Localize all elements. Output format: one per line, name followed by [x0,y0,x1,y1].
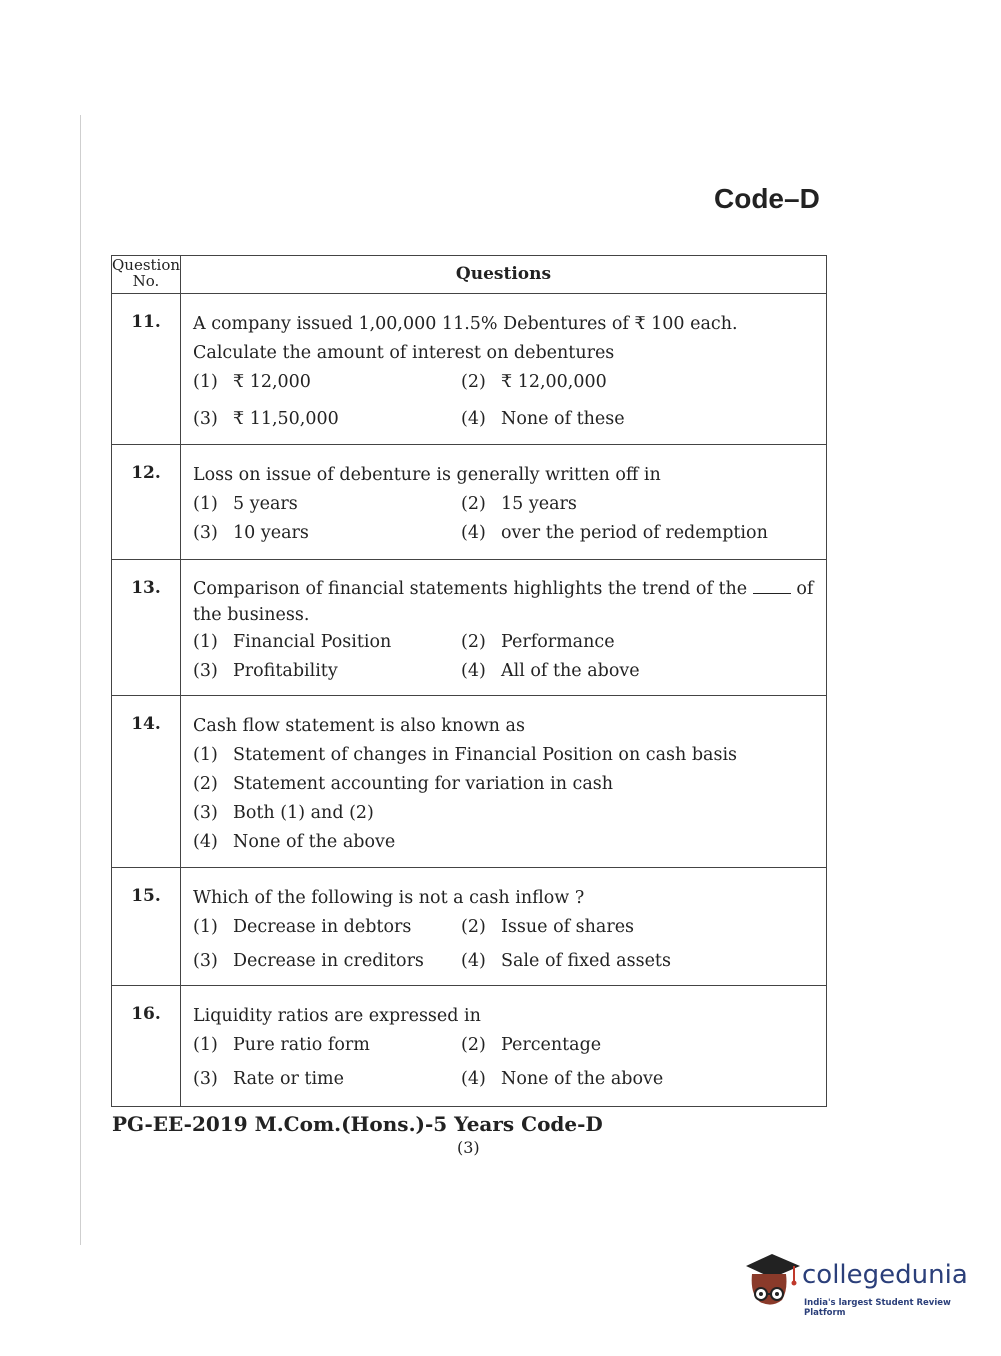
question-text: Liquidity ratios are expressed in [193,1006,481,1026]
option [193,519,461,548]
question-text-part-b: of the business. [193,579,814,625]
question-body [181,868,827,986]
option-number: (3) [193,523,218,543]
scan-margin-line [80,115,81,1245]
option-number: (2) [461,1035,486,1055]
page-number: (3) [457,1138,480,1157]
option-text: Pure ratio form [233,1035,370,1055]
option-number: (1) [193,1035,218,1055]
options [193,490,822,548]
question-row [112,445,827,560]
question-text-part-a: Comparison of financial statements highlights the trend of the [193,579,748,599]
question-body [181,986,827,1107]
option-number: (4) [461,523,486,543]
option [193,799,822,828]
option [461,628,822,657]
collegedunia-logo [742,1250,972,1320]
option-number: (3) [193,951,218,971]
option [193,490,461,519]
option-text: None of these [501,409,625,429]
option-number: (4) [193,832,218,852]
header-questions: Questions [181,256,827,294]
question-text: Loss on issue of debenture is generally written off in [193,465,661,485]
option-number: (3) [193,409,218,429]
question-row [112,868,827,986]
option [193,368,461,397]
option [461,519,822,548]
question-row [112,560,827,696]
option [193,741,822,770]
option-text: None of the above [233,832,396,852]
mascot-icon [742,1250,802,1312]
option-text: Profitability [233,661,338,681]
question-body [181,696,827,868]
option [461,1031,822,1060]
question-text: A company issued 1,00,000 11.5% Debentures of ₹ 100 each. Calculate the amount of interest on debentures [193,314,738,363]
question-number: 13. [112,560,181,696]
question-text: Cash flow statement is also known as [193,716,525,736]
code-label: Code–D [714,183,820,214]
option-number: (2) [193,774,218,794]
question-number: 15. [112,868,181,986]
options [193,628,822,686]
option-number: (3) [193,803,218,823]
option-number: (4) [461,1069,486,1089]
option-text: Performance [501,632,615,652]
option [461,657,822,686]
questions-table [111,255,827,1107]
option-text: Decrease in debtors [233,917,412,937]
option-text: 15 years [501,494,577,514]
option-text: Decrease in creditors [233,951,424,971]
option [461,368,822,397]
option-number: (4) [461,951,486,971]
fill-in-blank [753,579,791,594]
question-text: Which of the following is not a cash inflow ? [193,888,585,908]
question-body [181,560,827,696]
option-number: (2) [461,372,486,392]
question-body [181,294,827,445]
question-number: 14. [112,696,181,868]
option-text: ₹ 12,000 [233,372,311,392]
logo-tagline: India's largest Student Review Platform [804,1298,951,1318]
question-body [181,445,827,560]
option-text: None of the above [501,1069,664,1089]
question-row [112,696,827,868]
option-text: ₹ 12,00,000 [501,372,607,392]
option-text: Both (1) and (2) [233,803,374,823]
option [461,490,822,519]
option-number: (1) [193,917,218,937]
question-number: 12. [112,445,181,560]
question-number: 11. [112,294,181,445]
option-text: All of the above [501,661,640,681]
option-number: (2) [461,494,486,514]
option-number: (2) [461,917,486,937]
option [461,1065,822,1094]
option [461,405,822,434]
option-number: (1) [193,494,218,514]
option [193,828,822,857]
logo-wordmark: collegedunia [802,1260,968,1290]
option-number: (1) [193,632,218,652]
option-text: Statement accounting for variation in cash [233,774,614,794]
option-number: (3) [193,661,218,681]
option [193,657,461,686]
option [193,628,461,657]
question-row [112,986,827,1107]
option-text: Sale of fixed assets [501,951,671,971]
option-number: (4) [461,409,486,429]
option [461,913,822,942]
question-text [193,576,822,628]
option-text: Percentage [501,1035,602,1055]
option-number: (4) [461,661,486,681]
options [193,368,822,434]
options [193,1031,822,1094]
options [193,741,822,857]
option-text: ₹ 11,50,000 [233,409,339,429]
option [193,405,461,434]
option-text: Statement of changes in Financial Position on cash basis [233,745,738,765]
option-text: 10 years [233,523,309,543]
option-number: (1) [193,745,218,765]
option [193,770,822,799]
options [193,913,822,976]
option [193,1031,461,1060]
question-row [112,294,827,445]
option [461,947,822,976]
option-text: Rate or time [233,1069,345,1089]
option-text: 5 years [233,494,298,514]
option-text: Issue of shares [501,917,635,937]
option [193,947,461,976]
question-number: 16. [112,986,181,1107]
option-number: (3) [193,1069,218,1089]
option-number: (1) [193,372,218,392]
option-text: over the period of redemption [501,523,768,543]
option-text: Financial Position [233,632,392,652]
option [193,913,461,942]
option [193,1065,461,1094]
option-number: (2) [461,632,486,652]
header-question-no: Question No. [112,256,181,294]
footer-code: PG-EE-2019 M.Com.(Hons.)-5 Years Code-D [112,1112,603,1136]
